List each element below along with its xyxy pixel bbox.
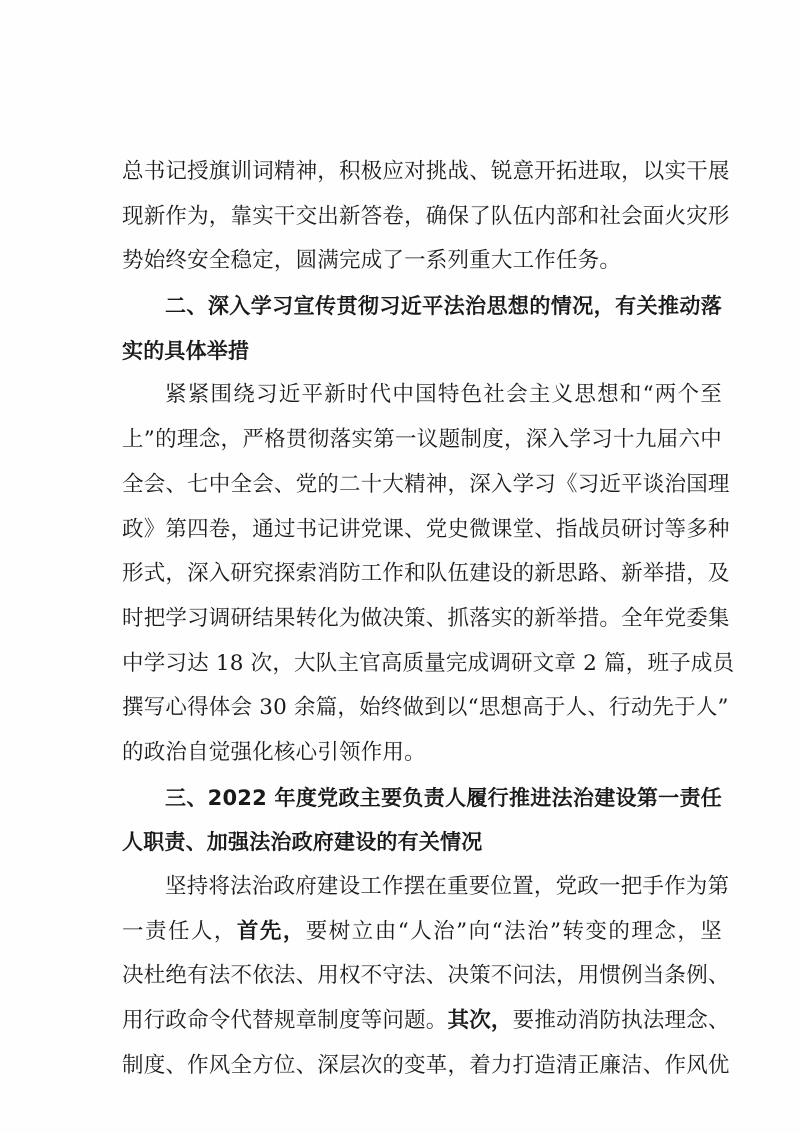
text-run: 要树立由“人治”向“法治”转变的理念，坚 xyxy=(305,918,722,944)
paragraph-line xyxy=(122,999,730,1044)
emphasis-first: 首先， xyxy=(236,918,306,944)
section-heading-2-cont: 实的具体举措 xyxy=(122,338,250,363)
paragraph-line: 制度、作风全方位、深层次的变革，着力打造清正廉洁、作风优 xyxy=(122,1052,730,1078)
paragraph-line: 形式，深入研究探索消防工作和队伍建设的新思路、新举措，及 xyxy=(122,561,730,587)
paragraph-line: 中学习达 18 次，大队主官高质量完成调研文章 2 篇，班子成员 xyxy=(122,650,735,676)
document-body xyxy=(122,150,735,1088)
paragraph-line: 势始终安全稳定，圆满完成了一系列重大工作任务。 xyxy=(122,248,622,274)
paragraph-line: 全会、七中全会、党的二十大精神，深入学习《习近平谈治国理 xyxy=(122,471,730,497)
text-run: 一责任人， xyxy=(122,918,237,944)
paragraph-line xyxy=(122,910,722,955)
paragraph-line: 的政治自觉强化核心引领作用。 xyxy=(122,739,426,765)
emphasis-second: 其次， xyxy=(447,1008,513,1034)
paragraph-line: 坚持将法治政府建设工作摆在重要位置，党政一把手作为第 xyxy=(165,874,730,899)
section-heading-2: 二、深入学习宣传贯彻习近平法治思想的情况，有关推动落 xyxy=(165,294,722,319)
paragraph-line: 紧紧围绕习近平新时代中国特色社会主义思想和“两个至 xyxy=(165,382,722,408)
paragraph-line: 总书记授旗训词精神，积极应对挑战、锐意开拓进取，以实干展 xyxy=(122,159,730,184)
text-run: 要推动消防执法理念、 xyxy=(512,1008,730,1034)
paragraph-line: 时把学习调研结果转化为做决策、抓落实的新举措。全年党委集 xyxy=(122,605,730,631)
paragraph-line: 政》第四卷，通过书记讲党课、党史微课堂、指战员研讨等多种 xyxy=(122,516,730,542)
paragraph-line: 撰写心得体会 30 余篇，始终做到以“思想高于人、行动先于人” xyxy=(122,695,729,721)
section-heading-3: 三、2022 年度党政主要负责人履行推进法治建设第一责任 xyxy=(165,785,722,810)
text-run: 用行政命令代替规章制度等问题。 xyxy=(122,1008,448,1034)
paragraph-line: 现新作为，靠实干交出新答卷，确保了队伍内部和社会面火灾形 xyxy=(122,203,730,229)
section-heading-3-cont: 人职责、加强法治政府建设的有关情况 xyxy=(122,830,483,855)
paragraph-line: 决杜绝有法不依法、用权不守法、决策不问法，用惯例当条例、 xyxy=(122,963,730,989)
paragraph-line: 上”的理念，严格贯彻落实第一议题制度，深入学习十九届六中 xyxy=(122,427,722,453)
